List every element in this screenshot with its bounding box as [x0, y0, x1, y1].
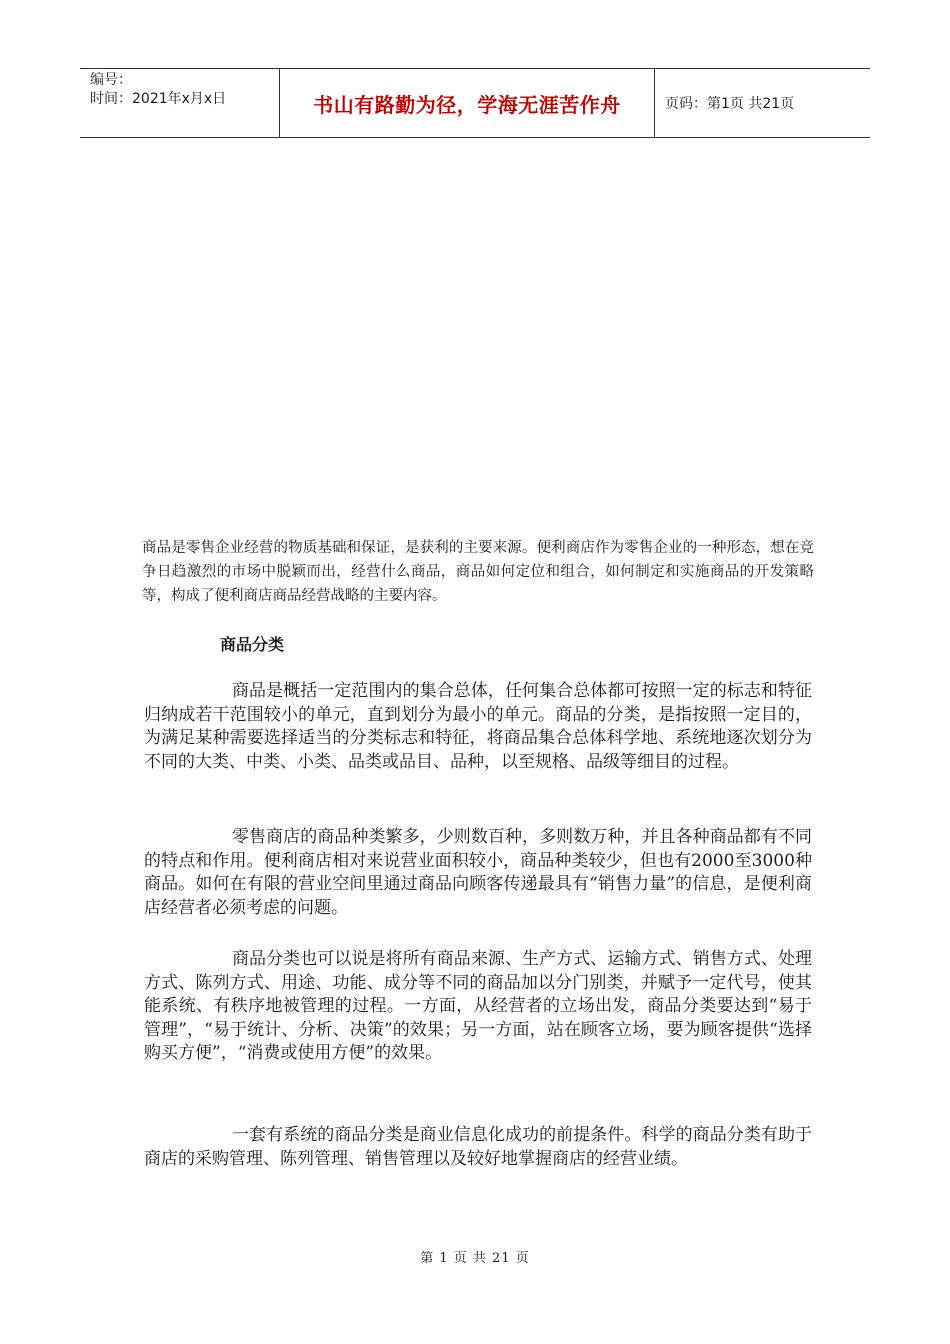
section-title: 商品分类	[220, 635, 285, 654]
intro-paragraph: 商品是零售企业经营的物质基础和保证，是获利的主要来源。便利商店作为零售企业的一种形态，想在竞争日趋激烈的市场中脱颖而出，经营什么商品，商品如何定位和组合，如何制定和实施商品的开发策略等，构成了便利商店商品经营战略的主要内容。	[142, 540, 814, 604]
body-paragraph: 零售商店的商品种类繁多，少则数百种，多则数万种，并且各种商品都有不同的特点和作用。便利商店相对来说营业面积较小，商品种类较少，但也有2000至3000种商品。如何在有限的营业空间里通过商品向顾客传递最具有“销售力量”的信息，是便利商店经营者必须考虑的问题。	[144, 827, 812, 918]
page-footer: 第 1 页 共 21 页	[420, 1251, 530, 1266]
header-page-info: 页码：第1页 共21页	[665, 96, 795, 112]
date-label: 时间：2021年x月x日	[90, 91, 227, 107]
header-meta	[80, 69, 280, 137]
body-paragraph: 一套有系统的商品分类是商业信息化成功的前提条件。科学的商品分类有助于商店的采购管理、陈列管理、销售管理以及较好地掌握商店的经营业绩。	[144, 1125, 812, 1169]
header-motto: 书山有路勤为径，学海无涯苦作舟	[280, 69, 655, 137]
body-paragraph: 商品分类也可以说是将所有商品来源、生产方式、运输方式、销售方式、处理方式、陈列方式、用途、功能、成分等不同的商品加以分门别类，并赋予一定代号，使其能系统、有秩序地被管理的过程。一方面，从经营者的立场出发，商品分类要达到“易于管理”，“易于统计、分析、决策”的效果；另一方面，站在顾客立场，要为顾客提供“选择购买方便”，“消费或使用方便”的效果。	[144, 949, 812, 1064]
serial-number-label: 编号：	[90, 72, 132, 88]
page-header	[80, 68, 870, 138]
body-paragraph: 商品是概括一定范围内的集合总体，任何集合总体都可按照一定的标志和特征归纳成若干范围较小的单元，直到划分为最小的单元。商品的分类，是指按照一定目的，为满足某种需要选择适当的分类标志和特征，将商品集合总体科学地、系统地逐次划分为不同的大类、中类、小类、品类或品目、品种，以至规格、品级等细目的过程。	[144, 681, 812, 772]
